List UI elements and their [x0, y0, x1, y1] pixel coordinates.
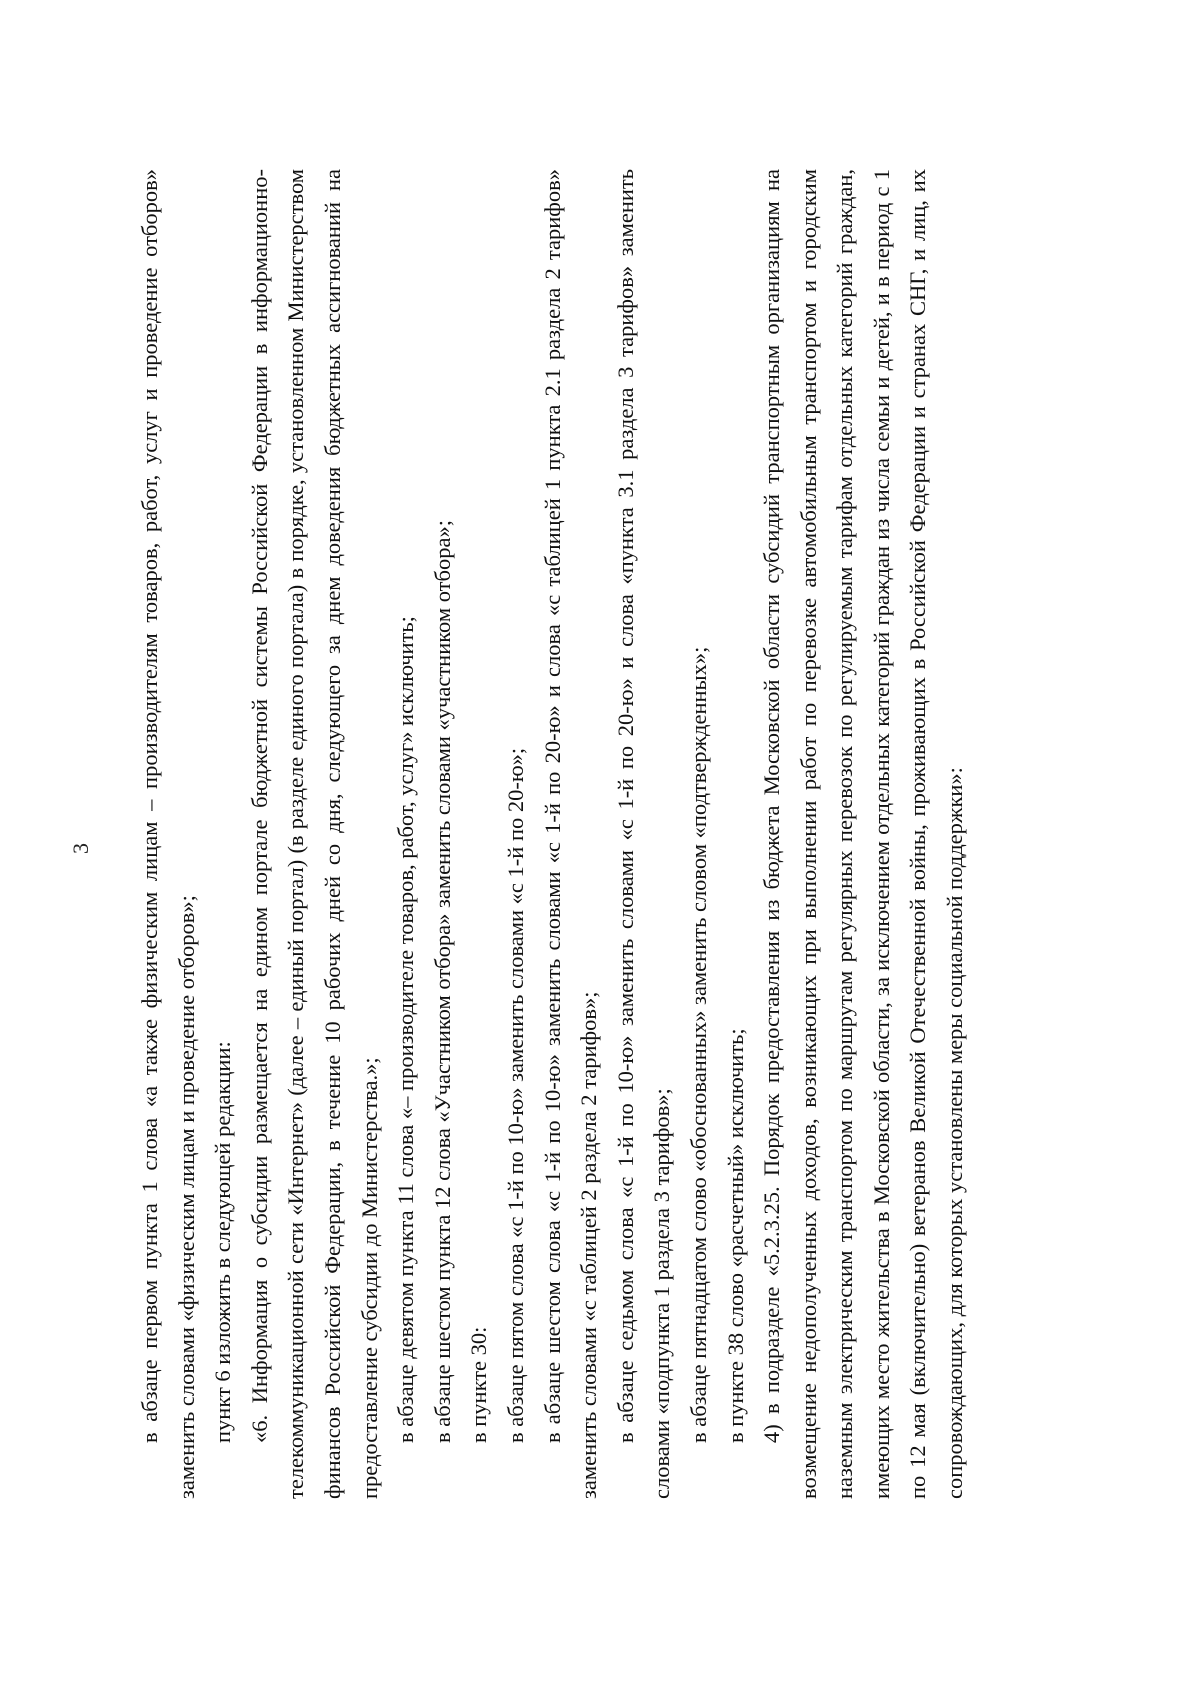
- document-body: [132, 169, 974, 1499]
- paragraph: в абзаце пятом слова «с 1-й по 10-ю» заменить словами «с 1-й по 20-ю»;: [502, 747, 528, 1443]
- paragraph: «6. Информация о субсидии размещается на едином портале бюджетной системы Российской Федерации в информационно-телекоммуникационной сети «Интернет» (далее – единый портал) (в разделе единого портала) в порядке, установленном Министерством финансов Российской Федерации, в течение 10 рабочих дней со дня, следующего за днем доведения бюджетных ассигнований на предоставление субсидии до Министерства.»;: [246, 169, 382, 1499]
- page-number: 3: [68, 843, 93, 854]
- paragraph: в абзаце девятом пункта 11 слова «– производителе товаров, работ, услуг» исключить;: [393, 616, 419, 1443]
- paragraph: в абзаце пятнадцатом слово «обоснованных» заменить словом «подтвержденных»;: [685, 646, 711, 1443]
- paragraph: в абзаце седьмом слова «с 1-й по 10-ю» заменить словами «с 1-й по 20-ю» и слова «пункта 3.1 раздела 3 тарифов» заменить словами «подпункта 1 раздела 3 тарифов»;: [612, 169, 675, 1499]
- paragraph: в абзаце шестом пункта 12 слова «Участником отбора» заменить словами «участником отбора»;: [429, 520, 455, 1443]
- paragraph: в пункте 38 слово «расчетный» исключить;: [722, 1028, 748, 1443]
- paragraph: пункт 6 изложить в следующей редакции:: [210, 1041, 236, 1443]
- paragraph: в абзаце шестом слова «с 1-й по 10-ю» заменить словами «с 1-й по 20-ю» и слова «с таблицей 1 пункта 2.1 раздела 2 тарифов» заменить словами «с таблицей 2 раздела 2 тарифов»;: [539, 169, 602, 1499]
- paragraph: в пункте 30:: [466, 1326, 492, 1443]
- paragraph: в абзаце первом пункта 1 слова «а также физическим лицам – производителям товаров, работ, услуг и проведение отборов» заменить словами «физическим лицам и проведение отборов»;: [137, 169, 199, 1499]
- paragraph: 4) в подразделе «5.2.3.25. Порядок предоставления из бюджета Московской области субсидий транспортным организациям на возмещение недополученных доходов, возникающих при выполнении работ по перевозке автомобильным транспортом и городским наземным электрическим транспортом по маршрутам регулярных перевозок по регулируемым тарифам отдельных категорий граждан, имеющих место жительства в Московской области, за исключением отдельных категорий граждан из числа семьи и детей, и в период с 1 по 12 мая (включительно) ветеранов Великой Отечественной войны, проживающих в Российской Федерации и странах СНГ, и лиц, их сопровождающих, для которых установлены меры социальной поддержки»:: [759, 169, 968, 1499]
